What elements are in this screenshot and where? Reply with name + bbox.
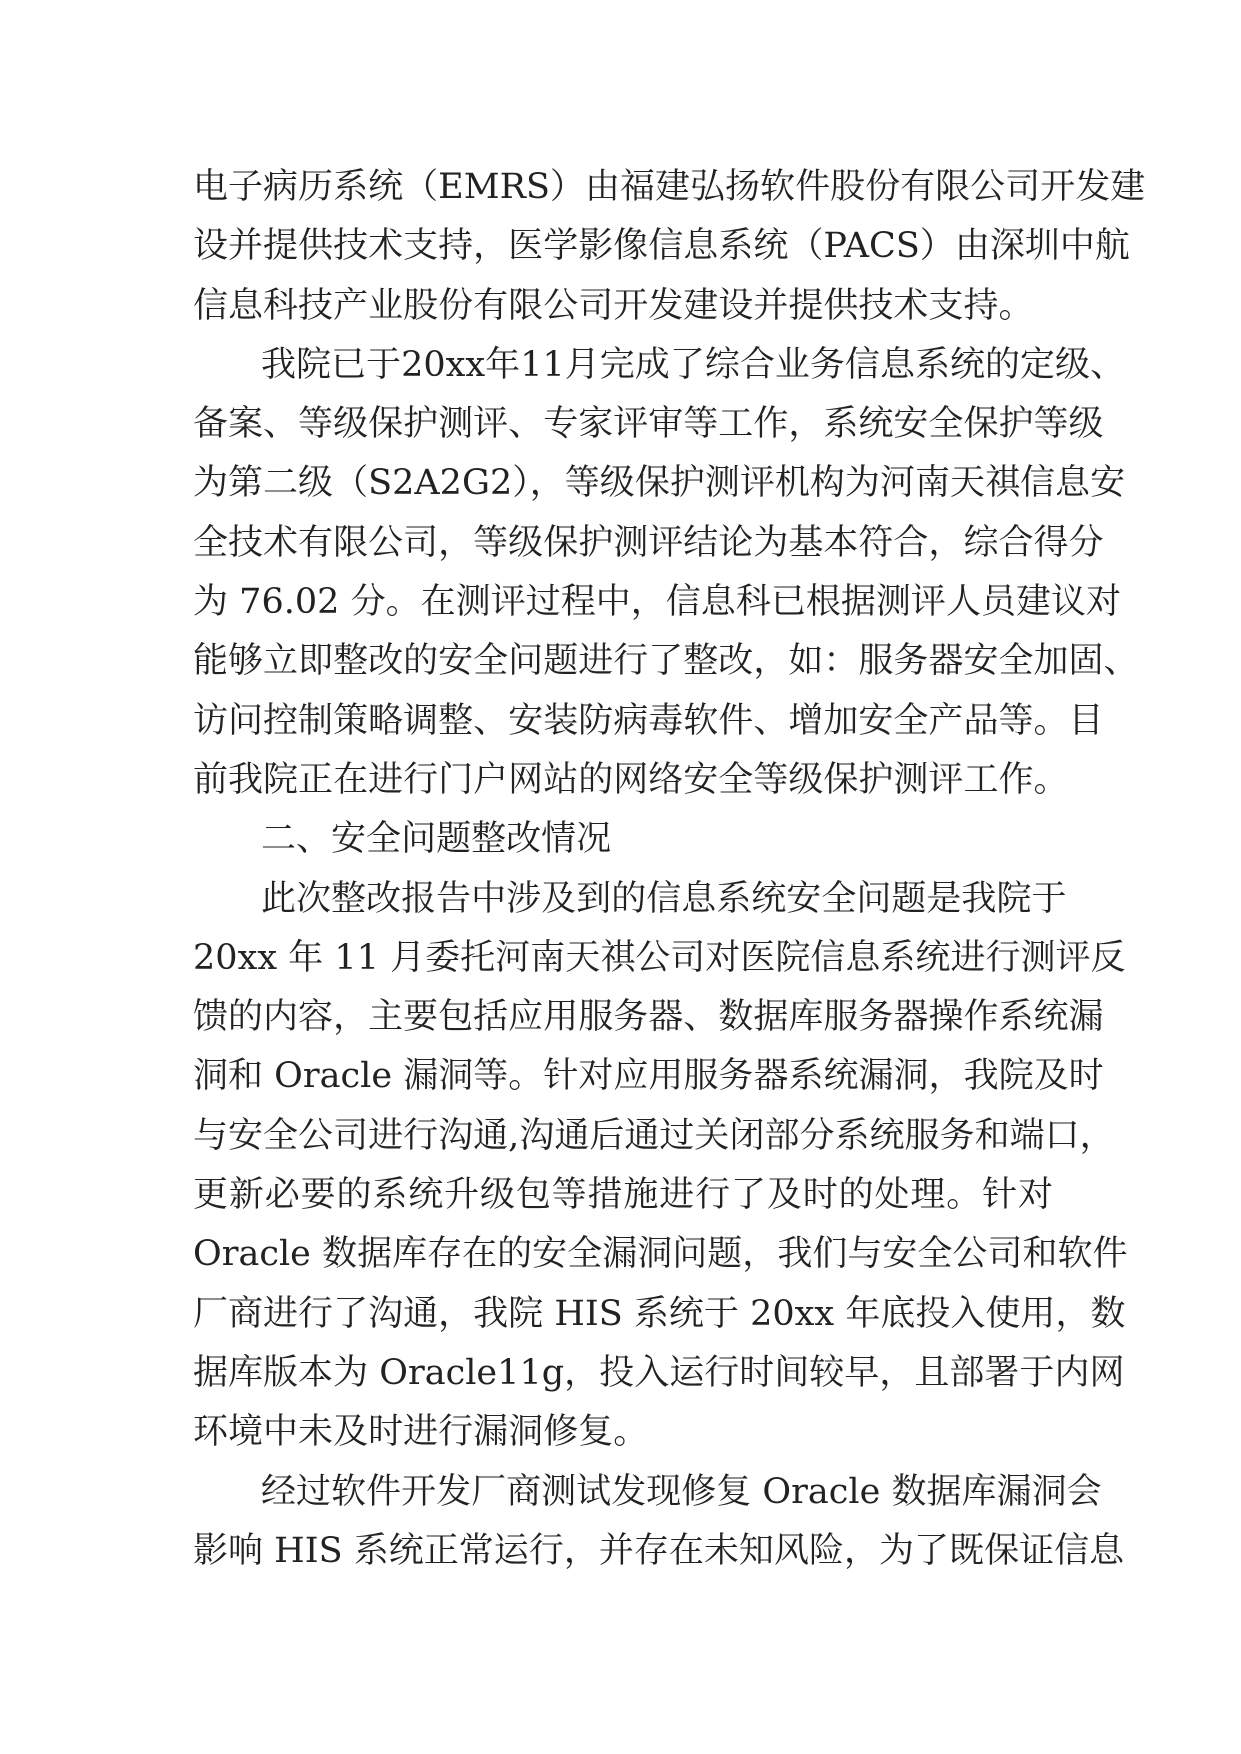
text-line: 据库版本为 Oracle11g，投入运行时间较早，且部署于内网 bbox=[193, 1352, 1125, 1393]
text-line: 备案、等级保护测评、专家评审等工作，系统安全保护等级 bbox=[193, 404, 1104, 445]
text-line: 厂商进行了沟通，我院 HIS 系统于 20xx 年底投入使用，数 bbox=[193, 1293, 1126, 1334]
text-line: 信息科技产业股份有限公司开发建设并提供技术支持。 bbox=[193, 285, 1034, 326]
text-line: 洞和 Oracle 漏洞等。针对应用服务器系统漏洞，我院及时 bbox=[193, 1056, 1104, 1097]
text-line: 为 76.02 分。在测评过程中，信息科已根据测评人员建议对 bbox=[193, 582, 1122, 623]
text-line: 为第二级（S2A2G2），等级保护测评机构为河南天祺信息安 bbox=[193, 463, 1126, 504]
section-heading: 二、安全问题整改情况 bbox=[261, 819, 612, 860]
text-line: 能够立即整改的安全问题进行了整改，如：服务器安全加固、 bbox=[193, 641, 1139, 682]
text-line: 全技术有限公司，等级保护测评结论为基本符合，综合得分 bbox=[193, 522, 1104, 563]
text-line: 与安全公司进行沟通,沟通后通过关闭部分系统服务和端口， bbox=[193, 1115, 1115, 1156]
text-line: 馈的内容，主要包括应用服务器、数据库服务器操作系统漏 bbox=[193, 997, 1104, 1038]
text-line: 影响 HIS 系统正常运行，并存在未知风险，为了既保证信息 bbox=[193, 1530, 1125, 1571]
text-line: 访问控制策略调整、安装防病毒软件、增加安全产品等。目 bbox=[193, 700, 1104, 741]
text-line: 经过软件开发厂商测试发现修复 Oracle 数据库漏洞会 bbox=[261, 1471, 1102, 1512]
text-line: 设并提供技术支持，医学影像信息系统（PACS）由深圳中航 bbox=[193, 226, 1130, 267]
text-line: Oracle 数据库存在的安全漏洞问题，我们与安全公司和软件 bbox=[193, 1234, 1128, 1275]
text-line: 此次整改报告中涉及到的信息系统安全问题是我院于 bbox=[261, 878, 1067, 919]
text-line: 前我院正在进行门户网站的网络安全等级保护测评工作。 bbox=[193, 759, 1069, 800]
text-line: 我院已于20xx年11月完成了综合业务信息系统的定级、 bbox=[261, 344, 1126, 385]
text-line: 20xx 年 11 月委托河南天祺公司对医院信息系统进行测评反 bbox=[193, 937, 1126, 978]
text-line: 电子病历系统（EMRS）由福建弘扬软件股份有限公司开发建 bbox=[193, 167, 1146, 207]
text-line: 环境中未及时进行漏洞修复。 bbox=[193, 1412, 649, 1453]
text-line: 更新必要的系统升级包等措施进行了及时的处理。针对 bbox=[193, 1175, 1053, 1216]
document-body bbox=[193, 158, 1146, 1581]
